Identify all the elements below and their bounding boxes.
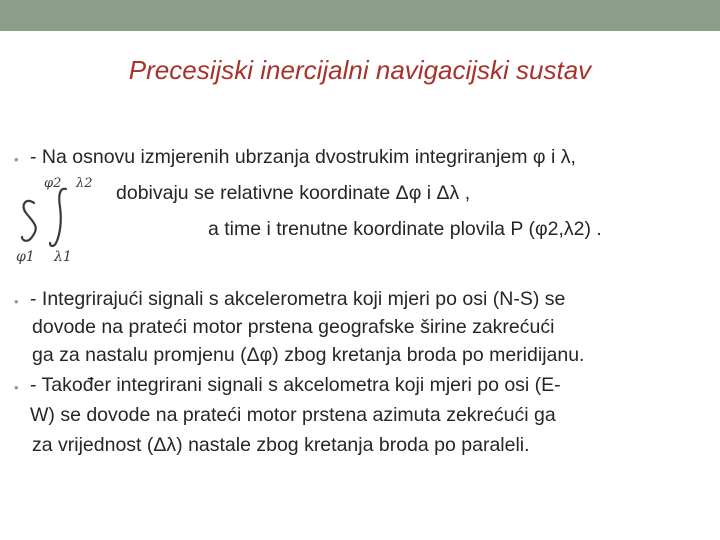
bullet-1-line-3: a time i trenutne koordinate plovila P (φ2,λ2) .: [208, 218, 602, 240]
bullet-3-line-2: W) se dovode na prateći motor prstena azimuta zekrećući ga: [30, 404, 556, 426]
bullet-1-line-2: dobivaju se relativne koordinate Δφ i Δλ ,: [116, 182, 471, 204]
top-bar: [0, 0, 720, 31]
bullet-1-line-1: - Na osnovu izmjerenih ubrzanja dvostrukim integriranjem φ i λ,: [30, 146, 576, 168]
lower-phi-label: φ1: [16, 249, 35, 265]
bullet-3-line-3: za vrijednost (Δλ) nastale zbog kretanja broda po paraleli.: [32, 434, 530, 456]
upper-lambda-label: λ2: [76, 176, 93, 191]
bullet-2-line-1: - Integrirajući signali s akcelerometra koji mjeri po osi (N-S) se: [30, 288, 566, 310]
upper-phi-label: φ2: [44, 176, 62, 191]
bullet-2-line-2: dovode na prateći motor prstena geografske širine zakrećući: [32, 316, 555, 338]
bullet-3-line-1: - Također integrirani signali s akcelometra koji mjeri po osi (E-: [30, 374, 561, 396]
bullet-dot: •: [14, 380, 19, 395]
bullet-dot: •: [14, 294, 19, 309]
slide-title: Precesijski inercijalni navigacijski sustav: [128, 55, 592, 85]
lower-lambda-label: λ1: [54, 249, 72, 265]
bullet-2-line-3: ga za nastalu promjenu (Δφ) zbog kretanja broda po meridijanu.: [32, 344, 585, 366]
handwritten-integral-image: [14, 165, 104, 265]
bullet-dot: •: [14, 152, 19, 167]
